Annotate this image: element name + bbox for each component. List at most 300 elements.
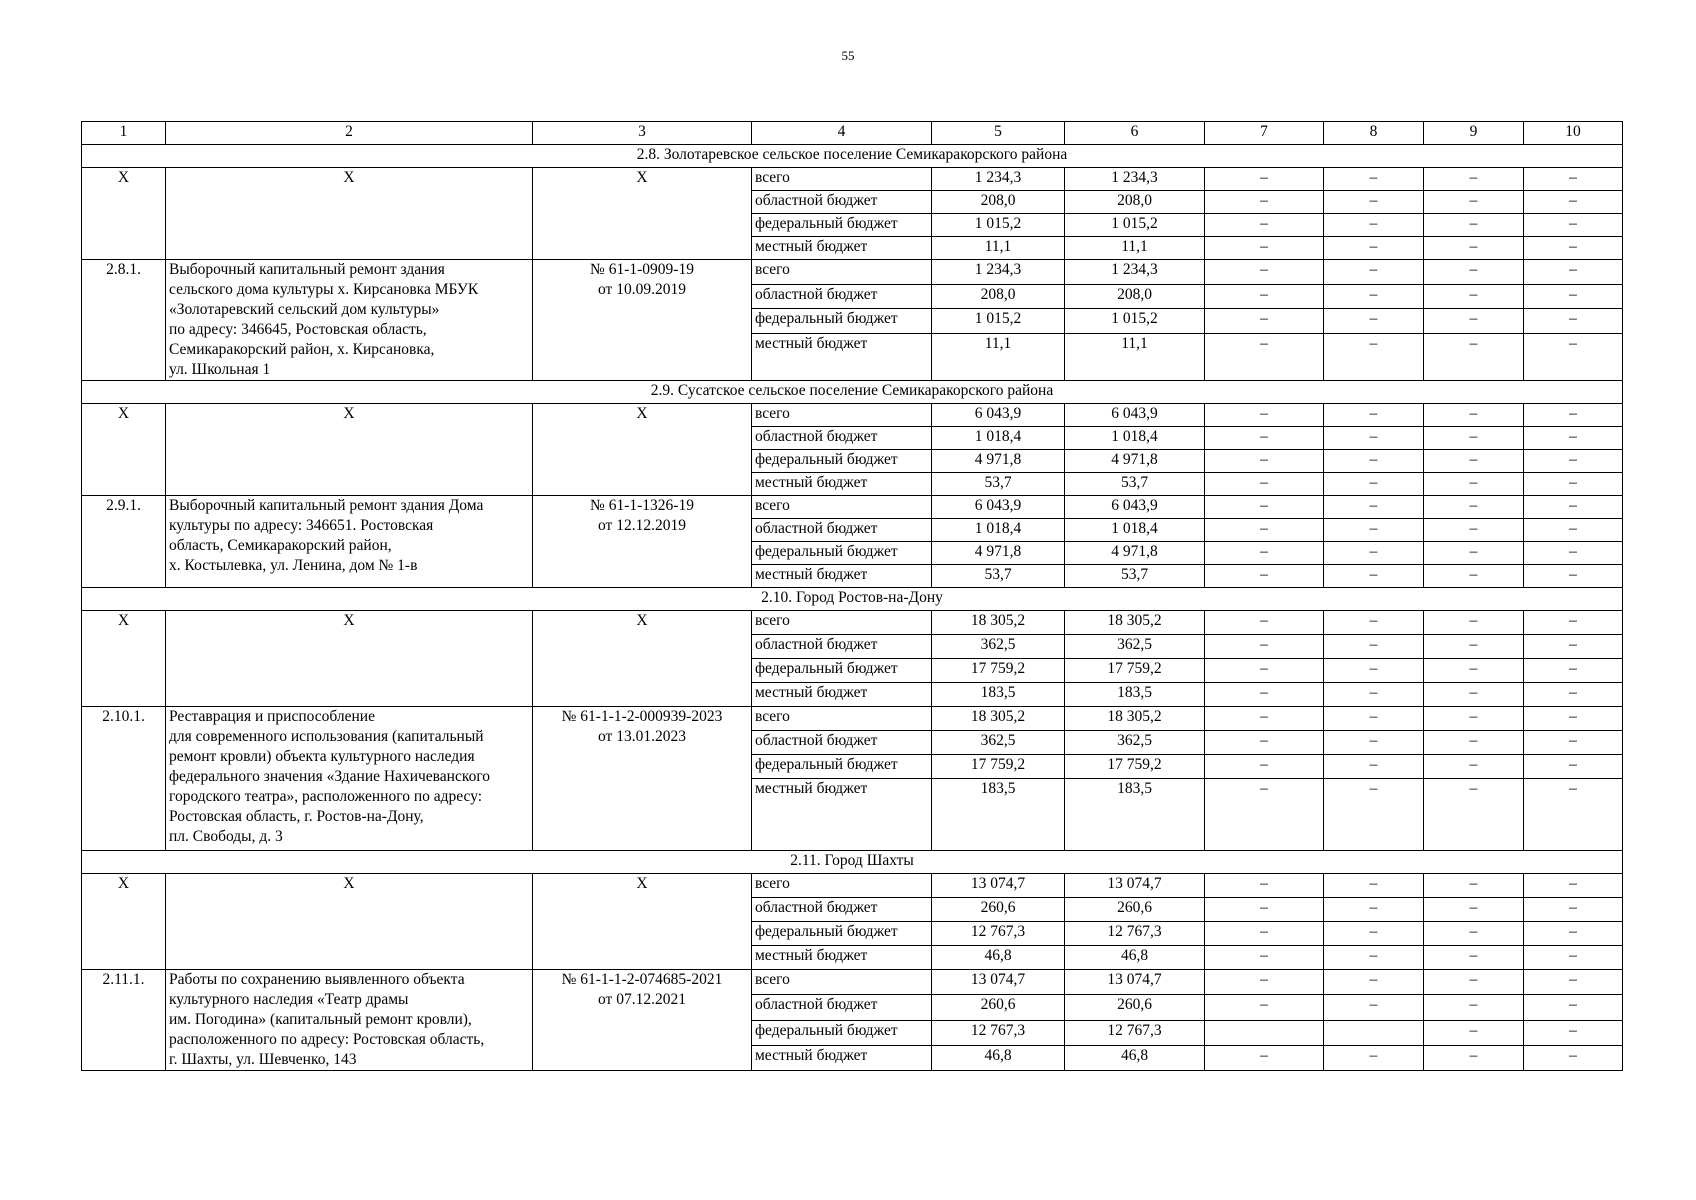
dash-cell: – <box>1324 214 1424 237</box>
dash-cell: – <box>1324 611 1424 635</box>
column-number: 6 <box>1065 122 1205 145</box>
value-col5: 1 015,2 <box>932 214 1065 237</box>
document-line: от 12.12.2019 <box>598 517 686 534</box>
description-line: Ростовская область, г. Ростов-на-Дону, <box>169 808 424 825</box>
value-col6: 1 015,2 <box>1065 309 1205 334</box>
value-col6: 46,8 <box>1065 946 1205 970</box>
budget-label: местный бюджет <box>752 237 932 260</box>
value-col5: 12 767,3 <box>932 922 1065 946</box>
value-col6: 18 305,2 <box>1065 611 1205 635</box>
dash-cell: – <box>1524 970 1623 995</box>
dash-cell: – <box>1205 659 1324 683</box>
description-line: федерального значения «Здание Нахичеванского <box>169 768 491 785</box>
dash-cell: – <box>1324 779 1424 851</box>
dash-cell: – <box>1524 683 1623 707</box>
budget-label: всего <box>752 168 932 191</box>
budget-label: всего <box>752 707 932 731</box>
item-description <box>166 970 533 1071</box>
dash-cell: – <box>1205 731 1324 755</box>
dash-cell: – <box>1524 496 1623 519</box>
description-line: ремонт кровли) объекта культурного наследия <box>169 748 475 765</box>
summary-row <box>82 168 1623 191</box>
section-title: 2.11. Город Шахты <box>82 851 1623 874</box>
dash-cell: – <box>1424 260 1524 285</box>
budget-label: федеральный бюджет <box>752 922 932 946</box>
dash-cell: – <box>1324 707 1424 731</box>
summary-row <box>82 611 1623 635</box>
value-col5: 46,8 <box>932 1045 1065 1070</box>
value-col6: 6 043,9 <box>1065 404 1205 427</box>
column-number: 2 <box>166 122 533 145</box>
budget-label: федеральный бюджет <box>752 755 932 779</box>
budget-label: областной бюджет <box>752 191 932 214</box>
section-title: 2.10. Город Ростов-на-Дону <box>82 588 1623 611</box>
item-description <box>166 707 533 851</box>
dash-cell: – <box>1524 922 1623 946</box>
dash-cell: – <box>1205 707 1324 731</box>
dash-cell: – <box>1205 611 1324 635</box>
value-col5: 4 971,8 <box>932 450 1065 473</box>
dash-cell: – <box>1424 404 1524 427</box>
item-number: 2.10.1. <box>82 707 166 851</box>
dash-cell: – <box>1205 946 1324 970</box>
column-number: 9 <box>1424 122 1524 145</box>
description-line: г. Шахты, ул. Шевченко, 143 <box>169 1051 357 1068</box>
document-line: от 10.09.2019 <box>598 281 686 298</box>
dash-cell: – <box>1324 260 1424 285</box>
document-line: № 61-1-1-2-074685-2021 <box>561 971 723 988</box>
dash-cell: – <box>1205 1045 1324 1070</box>
value-col6: 1 234,3 <box>1065 260 1205 285</box>
value-col5: 4 971,8 <box>932 542 1065 565</box>
summary-x-cell: X <box>533 404 752 496</box>
summary-x-cell: X <box>82 404 166 496</box>
description-line: пл. Свободы, д. 3 <box>169 828 283 845</box>
value-col5: 12 767,3 <box>932 1020 1065 1045</box>
column-number: 1 <box>82 122 166 145</box>
dash-cell: – <box>1324 731 1424 755</box>
page-number: 55 <box>841 48 855 63</box>
value-col5: 6 043,9 <box>932 404 1065 427</box>
dash-cell: – <box>1524 260 1623 285</box>
dash-cell: – <box>1324 473 1424 496</box>
column-number: 7 <box>1205 122 1324 145</box>
value-col6: 46,8 <box>1065 1045 1205 1070</box>
dash-cell: – <box>1205 284 1324 309</box>
value-col5: 183,5 <box>932 683 1065 707</box>
dash-cell: – <box>1524 731 1623 755</box>
value-col6: 1 015,2 <box>1065 214 1205 237</box>
description-line: культурного наследия «Театр драмы <box>169 991 409 1008</box>
document-line: № 61-1-1326-19 <box>590 497 694 514</box>
header-row <box>82 122 1623 145</box>
description-line: «Золотаревский сельский дом культуры» <box>169 301 440 318</box>
description-line: расположенного по адресу: Ростовская область, <box>169 1031 485 1048</box>
column-number: 4 <box>752 122 932 145</box>
description-line: область, Семикаракорский район, <box>169 537 392 554</box>
dash-cell: – <box>1524 542 1623 565</box>
dash-cell: – <box>1324 635 1424 659</box>
dash-cell: – <box>1205 542 1324 565</box>
budget-label: федеральный бюджет <box>752 542 932 565</box>
value-col5: 46,8 <box>932 946 1065 970</box>
dash-cell: – <box>1324 496 1424 519</box>
value-col5: 260,6 <box>932 995 1065 1020</box>
value-col6: 183,5 <box>1065 683 1205 707</box>
dash-cell: – <box>1424 755 1524 779</box>
dash-cell: – <box>1524 898 1623 922</box>
budget-label: местный бюджет <box>752 333 932 380</box>
value-col6: 183,5 <box>1065 779 1205 851</box>
dash-cell: – <box>1424 635 1524 659</box>
dash-cell: – <box>1324 683 1424 707</box>
summary-x-cell: X <box>82 874 166 970</box>
budget-label: областной бюджет <box>752 995 932 1020</box>
dash-cell: – <box>1324 309 1424 334</box>
budget-label: всего <box>752 611 932 635</box>
document-number <box>533 496 752 588</box>
dash-cell: – <box>1324 168 1424 191</box>
value-col6: 4 971,8 <box>1065 450 1205 473</box>
summary-x-cell: X <box>533 611 752 707</box>
dash-cell: – <box>1424 707 1524 731</box>
dash-cell: – <box>1205 450 1324 473</box>
dash-cell: – <box>1424 1045 1524 1070</box>
dash-cell: – <box>1205 519 1324 542</box>
value-col5: 362,5 <box>932 731 1065 755</box>
dash-cell: – <box>1205 404 1324 427</box>
dash-cell: – <box>1524 707 1623 731</box>
document-number <box>533 260 752 381</box>
description-line: Работы по сохранению выявленного объекта <box>169 971 465 988</box>
value-col5: 362,5 <box>932 635 1065 659</box>
budget-label: местный бюджет <box>752 1045 932 1070</box>
budget-label: областной бюджет <box>752 898 932 922</box>
budget-label: всего <box>752 260 932 285</box>
dash-cell: – <box>1324 333 1424 380</box>
budget-label: всего <box>752 874 932 898</box>
dash-cell: – <box>1424 779 1524 851</box>
value-col6: 13 074,7 <box>1065 874 1205 898</box>
value-col6: 1 234,3 <box>1065 168 1205 191</box>
dash-cell: – <box>1524 191 1623 214</box>
dash-cell: – <box>1424 309 1524 334</box>
budget-label: местный бюджет <box>752 779 932 851</box>
dash-cell: – <box>1524 309 1623 334</box>
value-col6: 1 018,4 <box>1065 427 1205 450</box>
dash-cell: – <box>1524 333 1623 380</box>
value-col6: 13 074,7 <box>1065 970 1205 995</box>
section-title-row <box>82 851 1623 874</box>
dash-cell: – <box>1324 874 1424 898</box>
summary-x-cell: X <box>533 874 752 970</box>
section-title: 2.8. Золотаревское сельское поселение Семикаракорского района <box>82 145 1623 168</box>
summary-x-cell: X <box>166 168 533 260</box>
budget-label: всего <box>752 970 932 995</box>
description-line: Реставрация и приспособление <box>169 708 375 725</box>
dash-cell: – <box>1524 611 1623 635</box>
summary-row <box>82 874 1623 898</box>
dash-cell: – <box>1424 284 1524 309</box>
dash-cell: – <box>1205 565 1324 588</box>
value-col6: 208,0 <box>1065 191 1205 214</box>
document-line: от 13.01.2023 <box>598 728 686 745</box>
value-col6: 11,1 <box>1065 237 1205 260</box>
dash-cell: – <box>1324 970 1424 995</box>
dash-cell: – <box>1205 427 1324 450</box>
value-col6: 362,5 <box>1065 731 1205 755</box>
dash-cell: – <box>1524 473 1623 496</box>
section-title: 2.9. Сусатское сельское поселение Семикаракорского района <box>82 381 1623 404</box>
dash-cell: – <box>1424 995 1524 1020</box>
value-col6: 1 018,4 <box>1065 519 1205 542</box>
dash-cell: – <box>1424 922 1524 946</box>
dash-cell: – <box>1205 473 1324 496</box>
description-line: для современного использования (капитальный <box>169 728 484 745</box>
summary-row <box>82 404 1623 427</box>
empty-cell <box>1205 1020 1324 1045</box>
empty-cell <box>1324 1020 1424 1045</box>
dash-cell: – <box>1424 659 1524 683</box>
dash-cell: – <box>1524 214 1623 237</box>
budget-label: федеральный бюджет <box>752 659 932 683</box>
dash-cell: – <box>1205 874 1324 898</box>
column-number: 10 <box>1524 122 1623 145</box>
value-col5: 1 018,4 <box>932 427 1065 450</box>
budget-label: областной бюджет <box>752 635 932 659</box>
dash-cell: – <box>1524 450 1623 473</box>
summary-x-cell: X <box>533 168 752 260</box>
dash-cell: – <box>1324 565 1424 588</box>
budget-label: областной бюджет <box>752 519 932 542</box>
dash-cell: – <box>1205 214 1324 237</box>
dash-cell: – <box>1205 635 1324 659</box>
dash-cell: – <box>1524 404 1623 427</box>
description-line: им. Погодина» (капитальный ремонт кровли), <box>169 1011 472 1028</box>
value-col5: 18 305,2 <box>932 611 1065 635</box>
value-col6: 208,0 <box>1065 284 1205 309</box>
dash-cell: – <box>1524 519 1623 542</box>
dash-cell: – <box>1524 1020 1623 1045</box>
dash-cell: – <box>1205 309 1324 334</box>
dash-cell: – <box>1424 970 1524 995</box>
dash-cell: – <box>1324 519 1424 542</box>
dash-cell: – <box>1424 519 1524 542</box>
dash-cell: – <box>1424 168 1524 191</box>
dash-cell: – <box>1205 168 1324 191</box>
dash-cell: – <box>1424 946 1524 970</box>
budget-label: местный бюджет <box>752 683 932 707</box>
dash-cell: – <box>1524 779 1623 851</box>
budget-label: областной бюджет <box>752 284 932 309</box>
description-line: городского театра», расположенного по адресу: <box>169 788 483 805</box>
dash-cell: – <box>1524 946 1623 970</box>
dash-cell: – <box>1524 1045 1623 1070</box>
value-col5: 208,0 <box>932 284 1065 309</box>
budget-label: всего <box>752 404 932 427</box>
value-col5: 1 234,3 <box>932 260 1065 285</box>
item-number: 2.8.1. <box>82 260 166 381</box>
document-line: от 07.12.2021 <box>598 991 686 1008</box>
budget-label: местный бюджет <box>752 473 932 496</box>
dash-cell: – <box>1524 659 1623 683</box>
section-title-row <box>82 588 1623 611</box>
dash-cell: – <box>1424 237 1524 260</box>
description-line: х. Костылевка, ул. Ленина, дом № 1-в <box>169 557 418 574</box>
document-line: № 61-1-1-2-000939-2023 <box>561 708 723 725</box>
budget-label: федеральный бюджет <box>752 309 932 334</box>
dash-cell: – <box>1424 473 1524 496</box>
document-number <box>533 707 752 851</box>
value-col6: 4 971,8 <box>1065 542 1205 565</box>
column-number: 8 <box>1324 122 1424 145</box>
value-col5: 11,1 <box>932 237 1065 260</box>
item-description <box>166 260 533 381</box>
dash-cell: – <box>1324 427 1424 450</box>
value-col6: 53,7 <box>1065 565 1205 588</box>
value-col5: 260,6 <box>932 898 1065 922</box>
dash-cell: – <box>1324 755 1424 779</box>
dash-cell: – <box>1205 191 1324 214</box>
dash-cell: – <box>1424 683 1524 707</box>
value-col5: 1 234,3 <box>932 168 1065 191</box>
dash-cell: – <box>1424 333 1524 380</box>
dash-cell: – <box>1424 191 1524 214</box>
dash-cell: – <box>1524 284 1623 309</box>
description-line: Выборочный капитальный ремонт здания <box>169 261 445 278</box>
dash-cell: – <box>1205 995 1324 1020</box>
value-col6: 12 767,3 <box>1065 922 1205 946</box>
section-title-row <box>82 145 1623 168</box>
dash-cell: – <box>1424 450 1524 473</box>
column-number: 5 <box>932 122 1065 145</box>
value-col5: 183,5 <box>932 779 1065 851</box>
value-col5: 53,7 <box>932 473 1065 496</box>
dash-cell: – <box>1324 450 1424 473</box>
value-col5: 53,7 <box>932 565 1065 588</box>
dash-cell: – <box>1324 404 1424 427</box>
dash-cell: – <box>1424 542 1524 565</box>
description-line: культуры по адресу: 346651. Ростовская <box>169 517 434 534</box>
value-col5: 1 018,4 <box>932 519 1065 542</box>
dash-cell: – <box>1324 237 1424 260</box>
dash-cell: – <box>1524 635 1623 659</box>
value-col5: 17 759,2 <box>932 659 1065 683</box>
description-line: ул. Школьная 1 <box>169 361 271 378</box>
budget-table <box>81 121 1623 1071</box>
dash-cell: – <box>1524 168 1623 191</box>
value-col6: 17 759,2 <box>1065 659 1205 683</box>
dash-cell: – <box>1205 237 1324 260</box>
dash-cell: – <box>1205 755 1324 779</box>
dash-cell: – <box>1205 260 1324 285</box>
item-row <box>82 260 1623 285</box>
budget-label: федеральный бюджет <box>752 450 932 473</box>
budget-label: местный бюджет <box>752 565 932 588</box>
budget-label: федеральный бюджет <box>752 214 932 237</box>
item-number: 2.9.1. <box>82 496 166 588</box>
dash-cell: – <box>1424 611 1524 635</box>
dash-cell: – <box>1324 659 1424 683</box>
dash-cell: – <box>1205 922 1324 946</box>
budget-label: областной бюджет <box>752 731 932 755</box>
value-col6: 362,5 <box>1065 635 1205 659</box>
dash-cell: – <box>1205 779 1324 851</box>
dash-cell: – <box>1205 898 1324 922</box>
dash-cell: – <box>1205 333 1324 380</box>
column-number: 3 <box>533 122 752 145</box>
item-row <box>82 970 1623 995</box>
dash-cell: – <box>1324 898 1424 922</box>
dash-cell: – <box>1324 191 1424 214</box>
budget-label: федеральный бюджет <box>752 1020 932 1045</box>
value-col6: 12 767,3 <box>1065 1020 1205 1045</box>
value-col6: 260,6 <box>1065 898 1205 922</box>
document-line: № 61-1-0909-19 <box>590 261 694 278</box>
dash-cell: – <box>1424 496 1524 519</box>
value-col5: 13 074,7 <box>932 874 1065 898</box>
dash-cell: – <box>1324 946 1424 970</box>
value-col5: 17 759,2 <box>932 755 1065 779</box>
item-row <box>82 707 1623 731</box>
summary-x-cell: X <box>166 611 533 707</box>
dash-cell: – <box>1205 683 1324 707</box>
value-col6: 17 759,2 <box>1065 755 1205 779</box>
item-number: 2.11.1. <box>82 970 166 1071</box>
dash-cell: – <box>1324 542 1424 565</box>
dash-cell: – <box>1524 995 1623 1020</box>
dash-cell: – <box>1324 1045 1424 1070</box>
dash-cell: – <box>1424 427 1524 450</box>
dash-cell: – <box>1524 755 1623 779</box>
summary-x-cell: X <box>166 404 533 496</box>
dash-cell: – <box>1324 284 1424 309</box>
dash-cell: – <box>1424 874 1524 898</box>
description-line: сельского дома культуры х. Кирсановка МБУК <box>169 281 479 298</box>
section-title-row <box>82 381 1623 404</box>
budget-label: всего <box>752 496 932 519</box>
value-col6: 18 305,2 <box>1065 707 1205 731</box>
dash-cell: – <box>1424 1020 1524 1045</box>
budget-label: областной бюджет <box>752 427 932 450</box>
dash-cell: – <box>1524 427 1623 450</box>
dash-cell: – <box>1324 995 1424 1020</box>
dash-cell: – <box>1524 237 1623 260</box>
description-line: Выборочный капитальный ремонт здания Дома <box>169 497 484 514</box>
document-number <box>533 970 752 1071</box>
value-col5: 6 043,9 <box>932 496 1065 519</box>
value-col5: 1 015,2 <box>932 309 1065 334</box>
value-col5: 208,0 <box>932 191 1065 214</box>
value-col6: 11,1 <box>1065 333 1205 380</box>
value-col6: 260,6 <box>1065 995 1205 1020</box>
dash-cell: – <box>1205 970 1324 995</box>
dash-cell: – <box>1424 898 1524 922</box>
summary-x-cell: X <box>166 874 533 970</box>
dash-cell: – <box>1524 874 1623 898</box>
dash-cell: – <box>1424 214 1524 237</box>
dash-cell: – <box>1424 731 1524 755</box>
summary-x-cell: X <box>82 168 166 260</box>
value-col6: 53,7 <box>1065 473 1205 496</box>
value-col6: 6 043,9 <box>1065 496 1205 519</box>
item-description <box>166 496 533 588</box>
value-col5: 11,1 <box>932 333 1065 380</box>
budget-label: местный бюджет <box>752 946 932 970</box>
dash-cell: – <box>1524 565 1623 588</box>
summary-x-cell: X <box>82 611 166 707</box>
description-line: Семикаракорский район, х. Кирсановка, <box>169 341 435 358</box>
